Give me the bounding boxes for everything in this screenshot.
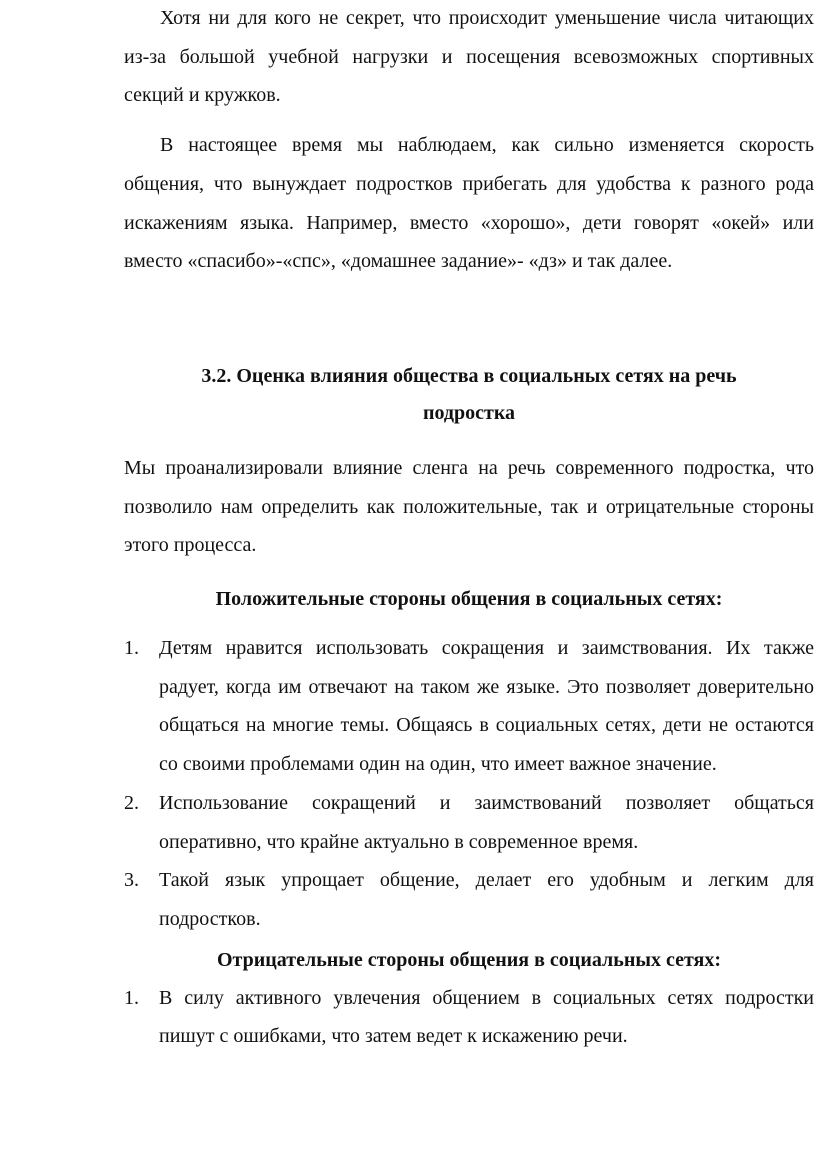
paragraph-reading-decline: Хотя ни для кого не секрет, что происходит уменьшение числа читающих из-за большой учебной нагрузки и посещения всевозможных спортивных секций и кружков. — [124, 7, 814, 107]
paragraph-slang-analysis: Мы проанализировали влияние сленга на речь современного подростка, что позволило нам определить как положительные, так и отрицательные стороны этого процесса. — [124, 456, 814, 557]
list-item-number: 2. — [124, 791, 139, 814]
positive-sides-list — [124, 629, 814, 939]
negative-sides-list — [124, 979, 814, 1056]
list-item-text: Детям нравится использовать сокращения и заимствования. Их также радует, когда им отвечают на таком же языке. Это позволяет доверительно общаться на многие темы. Общаясь в социальных сетях, дети не остаются со своими проблемами один на один, что имеет важное значение. — [159, 637, 814, 776]
positive-sides-heading: Положительные стороны общения в социальных сетях: — [215, 588, 723, 611]
paragraph-language-distortion: В настоящее время мы наблюдаем, как сильно изменяется скорость общения, что вынуждает подростков прибегать для удобства к разного рода искажениям языка. Например, вместо «хорошо», дети говорят «окей» или вместо «спасибо»-«спс», «домашнее задание»- «дз» и так далее. — [124, 134, 814, 273]
list-item-text: Такой язык упрощает общение, делает его удобным и легким для подростков. — [159, 869, 814, 930]
negative-sides-heading: Отрицательные стороны общения в социальных сетях: — [217, 948, 721, 971]
list-item — [124, 629, 814, 784]
list-item — [124, 784, 814, 861]
section-heading-3-2: 3.2. Оценка влияния общества в социальных сетях на речь подростка — [201, 364, 737, 424]
list-item-number: 1. — [124, 986, 139, 1009]
list-item-text: Использование сокращений и заимствований позволяет общаться оперативно, что крайне актуально в современное время. — [159, 791, 814, 853]
list-item — [124, 979, 814, 1056]
document-page — [124, 0, 814, 1056]
list-item-text: В силу активного увлечения общением в социальных сетях подростки пишут с ошибками, что затем ведет к искажению речи. — [159, 986, 814, 1048]
list-item-number: 3. — [124, 869, 139, 892]
list-item — [124, 861, 814, 938]
list-item-number: 1. — [124, 637, 139, 660]
